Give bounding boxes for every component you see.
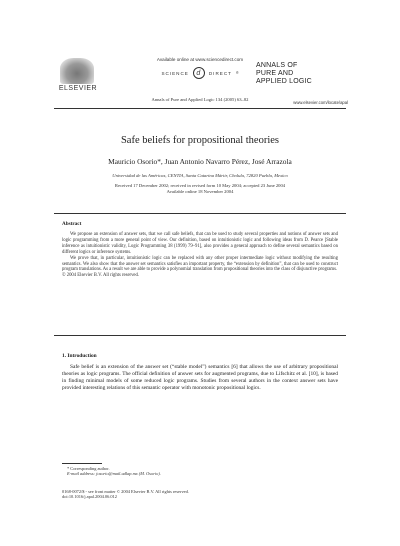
section-heading-introduction: 1. Introduction	[62, 353, 97, 359]
sciencedirect-mark: ®	[235, 71, 239, 75]
journal-url-link[interactable]: www.elsevier.com/locate/apal	[293, 100, 348, 105]
journal-title	[256, 62, 346, 86]
issn-block	[62, 489, 338, 500]
introduction-paragraph: Safe belief is an extension of the answer set (“stable model”) semantics [6] that allows the use of arbitrary propositional theories as logic programs. The official definition of answer sets for augmented programs, due to Lifschitz et al. [10], is based in finding minimal models of some reduced logic programs. Studies from several authors in the context answer sets have provided interesting relations of this semantic operator with monotonic propositional logics.	[62, 364, 338, 391]
journal-title-line-1: ANNALS OF	[256, 62, 298, 69]
paper-dates	[54, 183, 346, 194]
corresponding-author-note: * Corresponding author.	[67, 466, 110, 471]
footnote	[62, 466, 338, 477]
sciencedirect-logo	[137, 67, 263, 79]
elsevier-tree-icon	[60, 58, 94, 84]
doi-line: doi:10.1016/j.apal.2004.06.012	[62, 494, 118, 500]
publisher-name: ELSEVIER	[58, 85, 98, 92]
elsevier-logo	[54, 58, 102, 94]
introduction-body	[62, 364, 338, 392]
issn-line: 0168-0072/$ - see front matter © 2004 Elsevier B.V. All rights reserved.	[62, 489, 189, 494]
received-dates: Received 17 December 2002; received in revised form 10 May 2004; accepted 23 June 2004	[114, 183, 286, 188]
sciencedirect-left-text: SCIENCE	[161, 70, 189, 76]
abstract-copyright: © 2004 Elsevier B.V. All rights reserved.	[62, 273, 140, 279]
abstract-paragraph-2: We prove that, in particular, intuitionistic logic can be replaced with any other proper intermediate logic without modifying the resulting semantics. We also show that the answer set semantics satisfies an important property, the “extension by definition”, that can be used to construct program translations. As a result we are able to provide a polynomial translation from propositional theories into the class of disjunctive programs.	[62, 255, 338, 273]
available-online-text: Available online at www.sciencedirect.com	[156, 57, 244, 62]
abstract-heading: Abstract	[62, 221, 82, 227]
abstract-top-divider	[54, 213, 346, 214]
author-email: E-mail address: josorio@mail.udlap.mx (M. Osorio).	[67, 471, 161, 477]
paper-affiliation: Universidad de las Américas, CENTIA, Santa Catarina Mártir, Cholula, 72820 Puebla, Mexico	[112, 173, 288, 178]
paper-title: Safe beliefs for propositional theories	[120, 135, 280, 146]
sciencedirect-d-icon: d	[193, 67, 205, 79]
journal-title-line-2: PURE AND	[256, 70, 294, 77]
abstract-body	[62, 232, 338, 279]
footnote-divider	[62, 463, 102, 464]
paper-authors: Mauricio Osorio*, Juan Antonio Navarro Pérez, José Arrazola	[108, 157, 292, 166]
journal-citation: Annals of Pure and Applied Logic 134 (2005) 63–82	[151, 97, 249, 102]
sciencedirect-right-text: DIRECT	[208, 70, 232, 76]
abstract-bottom-divider	[54, 335, 346, 336]
available-date: Available online 18 November 2004	[166, 188, 234, 194]
abstract-paragraph-1: We propose an extension of answer sets, that we call safe beliefs, that can be used to study several properties and notions of answer sets and logic programming from a more general point of view. Our definition, based on intuitionistic logic and following ideas from D. Pearce [Stable inference as intuitionistic validity, Logic Programming 38 (1999) 79–91], also provides a general approach to define several semantics based on different logics or inference systems.	[62, 232, 338, 255]
header-divider	[54, 108, 346, 109]
journal-title-line-3: APPLIED LOGIC	[256, 78, 312, 85]
